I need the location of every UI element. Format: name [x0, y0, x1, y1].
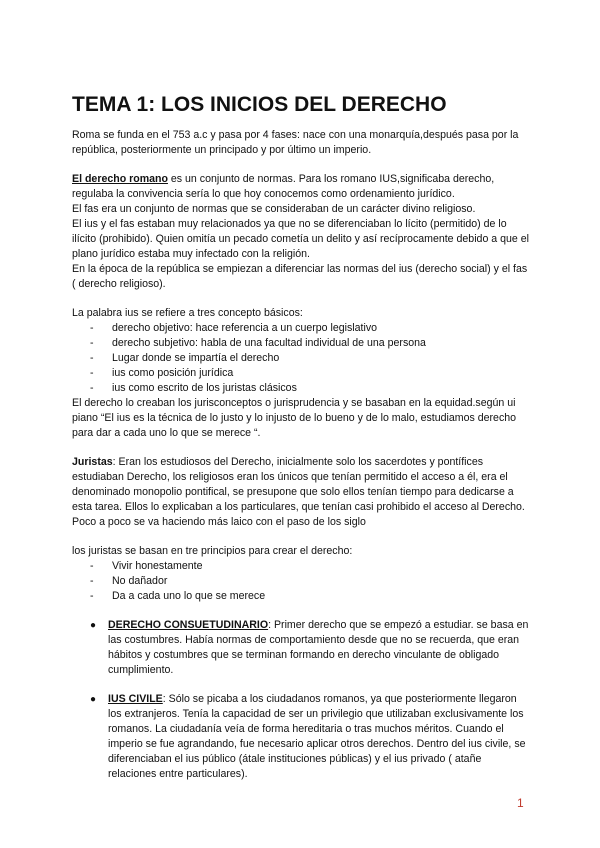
consuetudinario-text: : Primer derecho que se empezó a estudiar. se basa en las costumbres. Había normas de comportamiento desde que no se recuerda, que eran hábitos y costumbres que se terminan formando en derecho vinculante de obligado cumplimiento.	[108, 619, 529, 676]
list-item: - derecho objetivo: hace referencia a un cuerpo legislativo	[90, 321, 532, 336]
list-item: - Da a cada uno lo que se merece	[90, 589, 532, 604]
ius-civile-text: : Sólo se picaba a los ciudadanos romanos, ya que posteriormente llegaron los extranjeros. Tenía la capacidad de ser un privilegio que utilizaban exclusivamente los romanos. La ciudadanía veía de forma hereditaria o tras muchos méritos. Cuando el imperio se fue agrandando, fue necesario aplicar otros derechos. Dentro del ius civile, se diferenciaban el ius público (átale instituciones públicas) y el ius privado ( atañe relaciones entre particulares).	[108, 693, 526, 780]
list-item: - Lugar donde se impartía el derecho	[90, 351, 532, 366]
list-item: - No dañador	[90, 574, 532, 589]
juristas-text: : Eran los estudiosos del Derecho, inicialmente solo los sacerdotes y pontífices estudiaban Derecho, los religiosos eran los únicos que tenían permitido el acceso a él, era el denominado monopolio pontifical, se presupone que solo ellos tenían tiempo para dedicarse a esta tarea. Ellos lo explicaban a los particulares, que tenían casi prohibido el acceso al Derecho. Poco a poco se va haciendo más laico con el paso de los siglo	[72, 456, 525, 528]
ius-fas-paragraph: El ius y el fas estaban muy relacionados ya que no se diferenciaban lo lícito (permitido) de lo ilícito (prohibido). Quien omitía un pecado cometía un delito y así recíprocamente debido a que el plano jurídico estaba muy infectado con la religión.	[72, 218, 529, 260]
derecho-romano-text: es un conjunto de normas. Para los romano IUS,significaba derecho, regulaba la convivencia sería lo que hoy conocemos como ordenamiento jurídico.	[72, 173, 495, 200]
ius-concepts-intro: La palabra ius se refiere a tres concepto básicos:	[72, 307, 303, 319]
document-title: TEMA 1: LOS INICIOS DEL DERECHO	[72, 93, 447, 116]
ius-concepts-list	[72, 321, 532, 396]
republica-paragraph: En la época de la república se empiezan a diferenciar las normas del ius (derecho social) y el fas ( derecho religioso).	[72, 263, 528, 290]
ius-civile-term: IUS CIVILE	[108, 693, 163, 705]
list-item: - ius como escrito de los juristas clásicos	[90, 381, 532, 396]
consuetudinario-term: DERECHO CONSUETUDINARIO	[108, 619, 269, 631]
list-item: - derecho subjetivo: habla de una facultad individual de una persona	[90, 336, 532, 351]
ius-civile-bullet	[72, 692, 532, 782]
page-number: 1	[517, 796, 524, 810]
ius-concepts-after: El derecho lo creaban los jurisconceptos o jurisprudencia y se basaban en la equidad.según ui piano “El ius es la técnica de lo justo y lo injusto de lo bueno y de lo malo, estudiamos derecho para dar a cada uno lo que se merece “.	[72, 397, 517, 439]
derecho-romano-term: El derecho romano	[72, 173, 168, 185]
bullet-icon: ●	[90, 620, 97, 631]
bullet-icon: ●	[90, 694, 97, 705]
principios-list	[72, 559, 532, 604]
document-page	[72, 92, 532, 782]
juristas-paragraph	[72, 455, 532, 530]
consuetudinario-bullet	[72, 618, 532, 678]
intro-paragraph: Roma se funda en el 753 a.c y pasa por 4 fases: nace con una monarquía,después pasa por la república, posteriormente un principado y por último un imperio.	[72, 129, 519, 156]
derecho-romano-paragraph	[72, 172, 532, 202]
fas-paragraph: El fas era un conjunto de normas que se consideraban de un carácter divino religioso.	[72, 203, 476, 215]
principios-intro: los juristas se basan en tre principios para crear el derecho:	[72, 545, 353, 557]
list-item: - ius como posición jurídica	[90, 366, 532, 381]
juristas-term: Juristas	[72, 456, 113, 468]
list-item: - Vivir honestamente	[90, 559, 532, 574]
